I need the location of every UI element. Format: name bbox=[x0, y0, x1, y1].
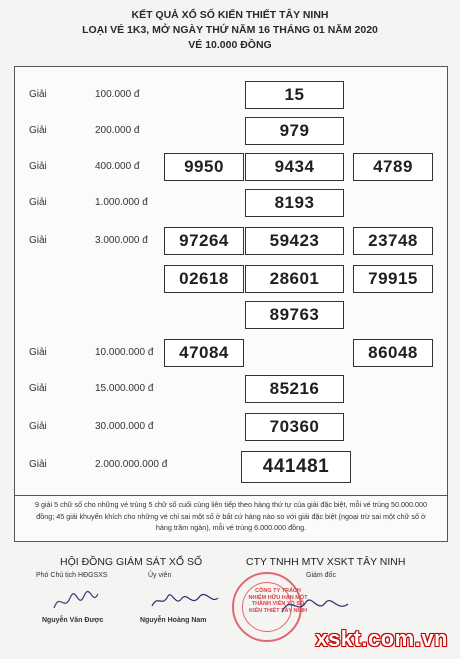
prize-amount: 2.000.000.000 đ bbox=[95, 459, 168, 470]
prize-label: Giải bbox=[29, 197, 47, 208]
prize-row-3m-cont bbox=[15, 263, 447, 297]
signer-name-2: Nguyễn Hoàng Nam bbox=[140, 617, 207, 624]
winning-number: 97264 bbox=[164, 227, 244, 255]
prize-note: 9 giải 5 chữ số cho những vé trùng 5 chữ số cuối cùng liên tiếp theo hàng thứ tự của giải đặc biệt, mỗi vé trúng 50.000.000 đồng; 45 giải khuyến khích cho những vé chỉ sai một số ở bất cứ hàng nào so với giải đặc biệt (ngoại trừ sai một chữ số ở hàng trăm ngàn), mỗi vé trúng 6.000.000 đồng. bbox=[15, 495, 447, 541]
winning-number: 979 bbox=[245, 117, 344, 145]
prize-row-400k bbox=[15, 151, 447, 185]
header-ticket-price: VÉ 10.000 ĐỒNG bbox=[188, 39, 272, 51]
winning-number: 47084 bbox=[164, 339, 244, 367]
prize-row-10m bbox=[15, 337, 447, 371]
prize-label: Giải bbox=[29, 383, 47, 394]
winning-number: 23748 bbox=[353, 227, 433, 255]
signer-name-1: Nguyễn Văn Được bbox=[42, 617, 104, 624]
signature-3-icon bbox=[280, 590, 350, 620]
winning-number: 02618 bbox=[164, 265, 244, 293]
prize-amount: 100.000 đ bbox=[95, 89, 140, 100]
prize-amount: 200.000 đ bbox=[95, 125, 140, 136]
winning-number: 15 bbox=[245, 81, 344, 109]
member-role: Ủy viên bbox=[148, 572, 172, 579]
winning-number: 9950 bbox=[164, 153, 244, 181]
prize-label: Giải bbox=[29, 347, 47, 358]
prize-row-special bbox=[15, 449, 447, 483]
prize-row-15m bbox=[15, 373, 447, 407]
prize-label: Giải bbox=[29, 421, 47, 432]
prize-row-100k bbox=[15, 79, 447, 113]
prize-row-3m bbox=[15, 225, 447, 259]
winning-number: 8193 bbox=[245, 189, 344, 217]
header-title: KẾT QUẢ XỔ SỐ KIẾN THIẾT TÂY NINH bbox=[131, 9, 329, 21]
signature-2-icon bbox=[150, 588, 220, 612]
prize-row-200k bbox=[15, 115, 447, 149]
prize-amount: 1.000.000 đ bbox=[95, 197, 148, 208]
prize-row-3m-cont2 bbox=[15, 299, 447, 333]
supervisory-council-title: HỘI ĐỒNG GIÁM SÁT XỔ SỐ bbox=[60, 556, 203, 568]
prize-label: Giải bbox=[29, 459, 47, 470]
prize-label: Giải bbox=[29, 235, 47, 246]
prize-amount: 15.000.000 đ bbox=[95, 383, 154, 394]
winning-number: 86048 bbox=[353, 339, 433, 367]
prize-label: Giải bbox=[29, 89, 47, 100]
document-header bbox=[0, 8, 460, 53]
winning-number: 70360 bbox=[245, 413, 344, 441]
winning-number: 85216 bbox=[245, 375, 344, 403]
winning-number: 59423 bbox=[245, 227, 344, 255]
winning-number: 89763 bbox=[245, 301, 344, 329]
header-subtitle: LOẠI VÉ 1K3, MỞ NGÀY THỨ NĂM 16 THÁNG 01 NĂM 2020 bbox=[82, 24, 378, 36]
seal-text: CÔNG TY TRÁCH NHIỆM HỮU HẠN MỘT THÀNH VIÊN XỔ SỐ KIẾN THIẾT TÂY NINH bbox=[248, 588, 308, 614]
prize-label: Giải bbox=[29, 161, 47, 172]
prize-amount: 3.000.000 đ bbox=[95, 235, 148, 246]
special-prize-number: 441481 bbox=[241, 451, 351, 483]
prize-label: Giải bbox=[29, 125, 47, 136]
vice-chairman-role: Phó Chủ tịch HĐGSXS bbox=[36, 572, 108, 579]
winning-number: 28601 bbox=[245, 265, 344, 293]
signature-1-icon bbox=[50, 588, 100, 614]
winning-number: 9434 bbox=[245, 153, 344, 181]
prize-amount: 30.000.000 đ bbox=[95, 421, 154, 432]
prize-row-30m bbox=[15, 411, 447, 445]
winning-number: 79915 bbox=[353, 265, 433, 293]
results-table bbox=[14, 66, 448, 542]
site-watermark: xskt.com.vn bbox=[315, 626, 448, 651]
director-role: Giám đốc bbox=[306, 572, 336, 579]
winning-number: 4789 bbox=[353, 153, 433, 181]
prize-amount: 10.000.000 đ bbox=[95, 347, 154, 358]
prize-amount: 400.000 đ bbox=[95, 161, 140, 172]
company-title: CTY TNHH MTV XSKT TÂY NINH bbox=[246, 556, 406, 568]
prize-row-1m bbox=[15, 187, 447, 221]
